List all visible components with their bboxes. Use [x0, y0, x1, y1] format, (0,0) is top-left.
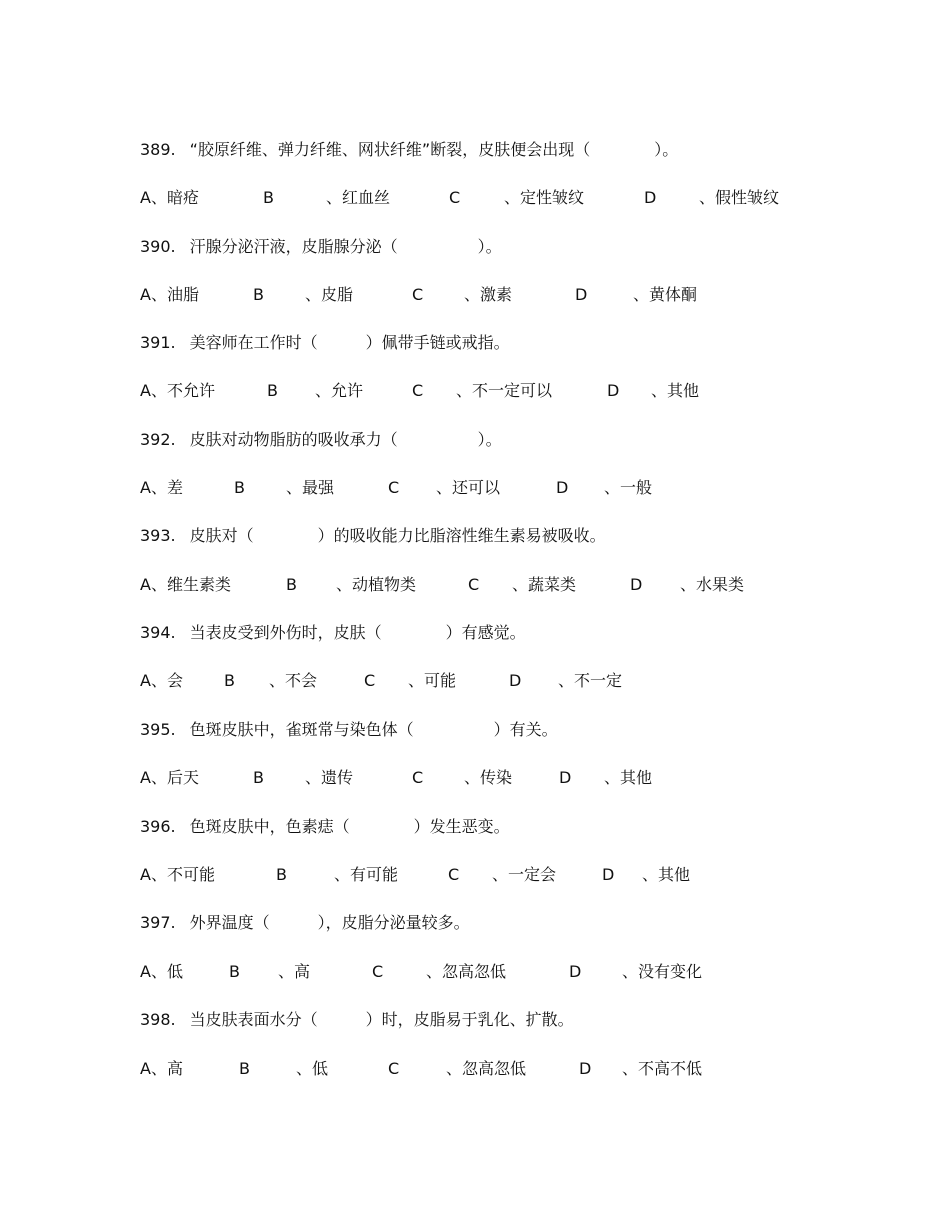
options-394: [140, 669, 840, 693]
question-390: [140, 235, 502, 259]
question-number: 389.: [140, 140, 176, 159]
option-c-letter: C: [412, 768, 424, 787]
options-390: [140, 283, 840, 307]
option-d-letter: D: [644, 188, 657, 207]
option-a: A、不可能: [140, 865, 215, 884]
question-text: 皮肤对（ ）的吸收能力比脂溶性维生素易被吸收。: [189, 526, 606, 545]
option-d-letter: D: [559, 768, 572, 787]
option-c: 、可能: [408, 671, 457, 690]
option-b: 、最强: [286, 478, 335, 497]
option-b: 、红血丝: [326, 188, 391, 207]
question-393: [140, 524, 606, 548]
question-395: [140, 718, 558, 742]
question-number: 392.: [140, 430, 176, 449]
option-d-letter: D: [569, 962, 582, 981]
option-d: 、其他: [642, 865, 691, 884]
options-398: [140, 1057, 840, 1081]
options-392: [140, 476, 840, 500]
options-397: [140, 960, 840, 984]
option-c: 、忽高忽低: [426, 962, 507, 981]
option-c-letter: C: [449, 188, 461, 207]
option-c: 、蔬菜类: [512, 575, 577, 594]
option-d-letter: D: [579, 1059, 592, 1078]
option-c: 、激素: [464, 285, 513, 304]
option-b-letter: B: [263, 188, 274, 207]
option-b: 、皮脂: [305, 285, 354, 304]
question-389: [140, 138, 678, 162]
option-a: A、差: [140, 478, 183, 497]
option-d: 、一般: [604, 478, 653, 497]
option-d: 、其他: [604, 768, 653, 787]
options-389: [140, 186, 840, 210]
option-c: 、一定会: [492, 865, 557, 884]
option-b: 、遗传: [305, 768, 354, 787]
question-number: 396.: [140, 817, 176, 836]
question-text: 美容师在工作时（ ）佩带手链或戒指。: [189, 333, 510, 352]
option-d: 、没有变化: [622, 962, 703, 981]
option-b: 、低: [296, 1059, 329, 1078]
option-c: 、还可以: [436, 478, 501, 497]
question-text: 当皮肤表面水分（ ）时，皮脂易于乳化、扩散。: [189, 1010, 574, 1029]
options-396: [140, 863, 840, 887]
options-393: [140, 573, 840, 597]
option-b: 、高: [278, 962, 311, 981]
option-b: 、有可能: [334, 865, 399, 884]
option-c: 、不一定可以: [456, 381, 553, 400]
question-text: “胶原纤维、弹力纤维、网状纤维”断裂，皮肤便会出现（ ）。: [189, 140, 679, 159]
question-396: [140, 815, 510, 839]
option-c-letter: C: [388, 478, 400, 497]
option-a: A、高: [140, 1059, 183, 1078]
question-398: [140, 1008, 574, 1032]
option-c-letter: C: [468, 575, 480, 594]
option-c: 、忽高忽低: [446, 1059, 527, 1078]
option-c-letter: C: [372, 962, 384, 981]
option-d: 、假性皱纹: [699, 188, 780, 207]
option-d-letter: D: [602, 865, 615, 884]
question-text: 色斑皮肤中，雀斑常与染色体（ ）有关。: [189, 720, 558, 739]
question-number: 395.: [140, 720, 176, 739]
options-395: [140, 766, 840, 790]
option-d: 、黄体酮: [633, 285, 698, 304]
option-a: A、后天: [140, 768, 199, 787]
option-d-letter: D: [607, 381, 620, 400]
question-number: 394.: [140, 623, 176, 642]
option-d-letter: D: [575, 285, 588, 304]
option-b-letter: B: [276, 865, 287, 884]
option-b-letter: B: [229, 962, 240, 981]
question-394: [140, 621, 526, 645]
option-b: 、不会: [269, 671, 318, 690]
option-d: 、水果类: [680, 575, 745, 594]
option-d-letter: D: [509, 671, 522, 690]
question-number: 397.: [140, 913, 176, 932]
question-text: 皮肤对动物脂肪的吸收承力（ ）。: [189, 430, 502, 449]
option-b: 、动植物类: [336, 575, 417, 594]
option-a: A、低: [140, 962, 183, 981]
option-a: A、暗疮: [140, 188, 199, 207]
question-text: 当表皮受到外伤时，皮肤（ ）有感觉。: [189, 623, 526, 642]
question-text: 外界温度（ ），皮脂分泌量较多。: [189, 913, 470, 932]
option-c-letter: C: [412, 381, 424, 400]
option-a: A、不允许: [140, 381, 215, 400]
question-392: [140, 428, 502, 452]
option-c-letter: C: [388, 1059, 400, 1078]
option-a: A、会: [140, 671, 183, 690]
option-d: 、不高不低: [622, 1059, 703, 1078]
option-c-letter: C: [448, 865, 460, 884]
option-d-letter: D: [630, 575, 643, 594]
option-b-letter: B: [267, 381, 278, 400]
option-a: A、油脂: [140, 285, 199, 304]
question-397: [140, 911, 470, 935]
option-c-letter: C: [412, 285, 424, 304]
option-d: 、不一定: [558, 671, 623, 690]
question-number: 391.: [140, 333, 176, 352]
option-b-letter: B: [234, 478, 245, 497]
option-c: 、传染: [464, 768, 513, 787]
option-b-letter: B: [239, 1059, 250, 1078]
question-391: [140, 331, 510, 355]
question-number: 393.: [140, 526, 176, 545]
option-d: 、其他: [651, 381, 700, 400]
question-number: 390.: [140, 237, 176, 256]
option-b-letter: B: [253, 285, 264, 304]
question-text: 色斑皮肤中，色素痣（ ）发生恶变。: [189, 817, 510, 836]
option-c: 、定性皱纹: [504, 188, 585, 207]
option-d-letter: D: [556, 478, 569, 497]
options-391: [140, 379, 840, 403]
option-b: 、允许: [315, 381, 364, 400]
option-b-letter: B: [224, 671, 235, 690]
option-a: A、维生素类: [140, 575, 231, 594]
option-b-letter: B: [286, 575, 297, 594]
question-text: 汗腺分泌汗液，皮脂腺分泌（ ）。: [189, 237, 502, 256]
question-number: 398.: [140, 1010, 176, 1029]
option-c-letter: C: [364, 671, 376, 690]
option-b-letter: B: [253, 768, 264, 787]
